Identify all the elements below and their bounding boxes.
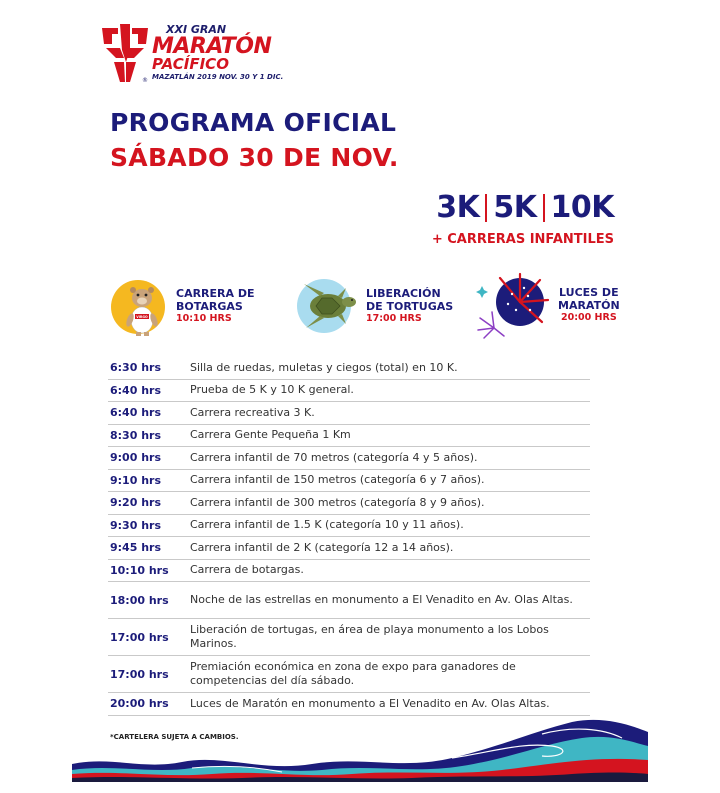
- schedule-row: [108, 537, 590, 560]
- schedule-row: [108, 619, 590, 656]
- distance-10k: 10K: [550, 190, 614, 225]
- schedule-table: [108, 357, 590, 716]
- schedule-description: Carrera infantil de 70 metros (categoría 4 y 5 años).: [190, 450, 478, 464]
- schedule-time: 9:00 hrs: [110, 451, 161, 465]
- event-luces: [470, 270, 620, 340]
- kids-races-label: + CARRERAS INFANTILES: [431, 232, 614, 247]
- schedule-description: Luces de Maratón en monumento a El Venadito en Av. Olas Altas.: [190, 696, 550, 710]
- page-title: PROGRAMA OFICIAL: [110, 108, 397, 137]
- maraton-logo: [100, 22, 300, 88]
- schedule-row: [108, 470, 590, 493]
- schedule-description: Carrera Gente Pequeña 1 Km: [190, 428, 351, 442]
- event-title-line1: LUCES DE: [559, 286, 619, 299]
- schedule-row: [108, 447, 590, 470]
- schedule-description: Prueba de 5 K y 10 K general.: [190, 383, 354, 397]
- schedule-row: [108, 515, 590, 538]
- event-botargas: [108, 276, 255, 336]
- program-poster: [72, 0, 648, 793]
- schedule-description: Noche de las estrellas en monumento a El Venadito en Av. Olas Altas.: [190, 593, 573, 606]
- fireworks-icon: [470, 270, 556, 340]
- turtle-icon: [294, 278, 360, 334]
- event-title-line2: DE TORTUGAS: [366, 300, 454, 313]
- waves-decoration: [72, 712, 648, 782]
- schedule-row: [108, 402, 590, 425]
- event-title-line1: LIBERACIÓN: [366, 287, 441, 300]
- schedule-description: Premiación económica en zona de expo para ganadores de competencias del día sábado.: [190, 660, 516, 687]
- schedule-time: 6:40 hrs: [110, 383, 161, 397]
- event-time: 20:00 HRS: [561, 312, 617, 323]
- schedule-row: [108, 656, 590, 693]
- schedule-description: Carrera infantil de 150 metros (categoría 6 y 7 años).: [190, 473, 485, 487]
- event-title-line2: MARATÓN: [558, 299, 620, 312]
- schedule-time: 18:00 hrs: [110, 593, 169, 607]
- schedule-time: 9:30 hrs: [110, 518, 161, 532]
- event-title-line2: BOTARGAS: [176, 300, 243, 313]
- schedule-time: 9:10 hrs: [110, 473, 161, 487]
- mascot-icon: [108, 276, 168, 336]
- event-time: 10:10 HRS: [176, 313, 232, 324]
- schedule-time: 9:20 hrs: [110, 496, 161, 510]
- schedule-time: 20:00 hrs: [110, 697, 169, 711]
- schedule-time: 17:00 hrs: [110, 630, 169, 644]
- event-title-line1: CARRERA DE: [176, 287, 255, 300]
- svg-text:®: ®: [142, 77, 148, 84]
- schedule-description: Silla de ruedas, muletas y ciegos (total) en 10 K.: [190, 360, 458, 374]
- schedule-time: 6:30 hrs: [110, 361, 161, 375]
- schedule-row: [108, 425, 590, 448]
- logo-name-line1: MARATÓN: [152, 34, 272, 59]
- schedule-time: 8:30 hrs: [110, 428, 161, 442]
- schedule-description: Carrera recreativa 3 K.: [190, 405, 315, 419]
- distance-separator: [543, 194, 545, 222]
- distances: [436, 190, 614, 225]
- schedule-row: [108, 492, 590, 515]
- logo-subtitle: MAZATLÁN 2019 NOV. 30 Y 1 DIC.: [152, 73, 284, 81]
- event-time: 17:00 HRS: [366, 313, 422, 324]
- schedule-time: 10:10 hrs: [110, 563, 169, 577]
- schedule-description: Carrera infantil de 300 metros (categoría 8 y 9 años).: [190, 495, 485, 509]
- schedule-row: [108, 380, 590, 403]
- page-date: SÁBADO 30 DE NOV.: [110, 143, 399, 172]
- footer-note: *CARTELERA SUJETA A CAMBIOS.: [110, 733, 239, 741]
- schedule-row: [108, 560, 590, 583]
- logo-edition: XXI GRAN: [166, 23, 227, 36]
- schedule-row: [108, 357, 590, 380]
- schedule-time: 6:40 hrs: [110, 406, 161, 420]
- schedule-description: Carrera de botargas.: [190, 563, 304, 577]
- schedule-description: Carrera infantil de 1.5 K (categoría 10 y 11 años).: [190, 518, 464, 532]
- logo-emblem-icon: [100, 22, 150, 84]
- schedule-description: Carrera infantil de 2 K (categoría 12 a 14 años).: [190, 540, 454, 554]
- svg-text:VIRGO: VIRGO: [136, 315, 148, 319]
- event-tortugas: [294, 278, 453, 334]
- logo-name-line2: PACÍFICO: [152, 55, 229, 73]
- distance-5k: 5K: [493, 190, 537, 225]
- schedule-time: 9:45 hrs: [110, 541, 161, 555]
- schedule-time: 17:00 hrs: [110, 667, 169, 681]
- schedule-description: Liberación de tortugas, en área de playa monumento a los Lobos Marinos.: [190, 623, 549, 650]
- distance-3k: 3K: [436, 190, 480, 225]
- distance-separator: [485, 194, 487, 222]
- schedule-row: [108, 582, 590, 619]
